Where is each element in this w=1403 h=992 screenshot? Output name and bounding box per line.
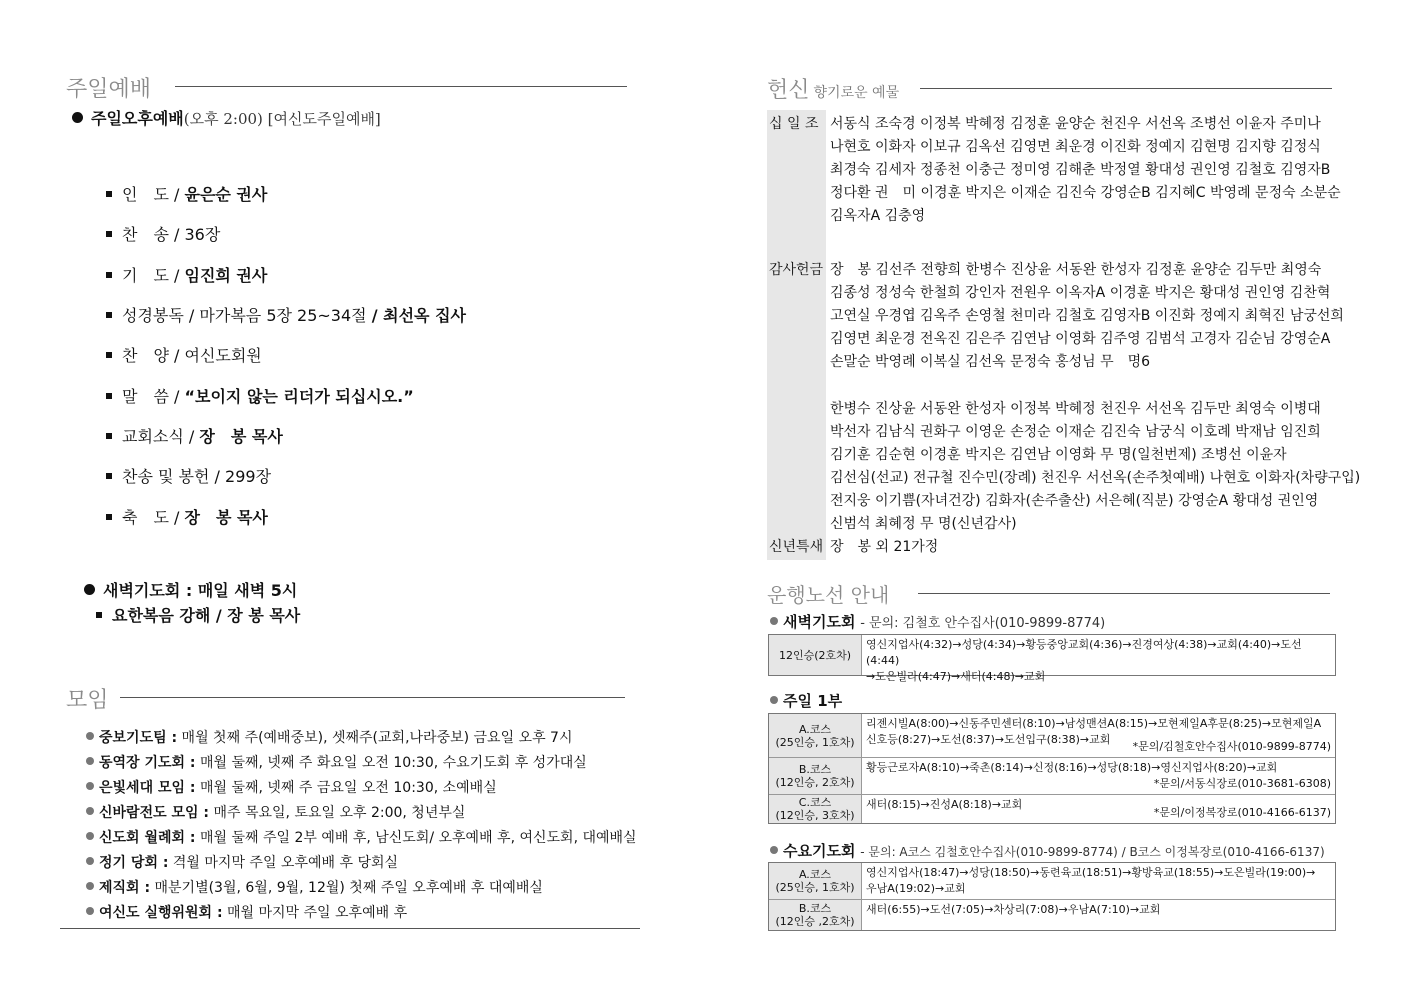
route-stops	[862, 635, 1335, 683]
route-stops	[862, 795, 1335, 823]
order-value: 임진희 권사	[184, 266, 268, 285]
route-course: 12인승(2호차)	[769, 635, 862, 675]
route-contact: *문의/김철호안수집사(010-9899-8774)	[1132, 740, 1331, 753]
worship-title-rule	[175, 86, 627, 87]
order-label: 인 도 /	[122, 185, 180, 204]
route-row	[769, 900, 1335, 930]
meeting-item	[86, 877, 543, 897]
square-bullet-icon	[106, 393, 112, 399]
wed-route-title: 수요기도회	[783, 842, 856, 860]
bullet-icon	[72, 112, 83, 123]
order-value: 마가복음 5장 25~34절	[199, 306, 367, 325]
meeting-desc: 매월 둘째 주일 2부 예배 후, 남신도회/ 오후예배 후, 여신도회, 대예배실	[199, 830, 637, 846]
meeting-desc: 매월 둘째, 넷째 주 금요일 오전 10:30, 소예배실	[199, 780, 497, 796]
dawn-route-header	[770, 611, 1105, 632]
route-row	[769, 714, 1335, 758]
wed-route-header	[770, 840, 1325, 861]
worship-section-title: 주일예배	[66, 77, 152, 102]
thanks-line: 박선자 김남식 권화구 이영운 손정순 이재순 김진숙 남궁식 이호례 박재남 임진희	[830, 424, 1321, 440]
route-course	[769, 714, 862, 757]
bullet-icon	[86, 782, 94, 790]
route-stops	[862, 900, 1335, 930]
order-item	[106, 222, 220, 245]
route-line: 리젠시빌A(8:00)→신동주민센터(8:10)→남성맨션A(8:15)→모현제일A후문(8:25)→모현제일A	[866, 717, 1322, 730]
order-label: 기 도 /	[122, 266, 180, 285]
route-stops	[862, 758, 1335, 794]
route-line: 우남A(19:02)→교회	[866, 882, 966, 895]
dawn-route-table	[768, 634, 1336, 683]
dawn-route-contact: - 문의: 김철호 안수집사(010-9899-8774)	[860, 616, 1106, 631]
square-bullet-icon	[106, 473, 112, 479]
order-item	[106, 303, 466, 326]
tithe-line: 나현호 이화자 이보규 김옥선 김영면 최운경 이진화 정예지 김현명 김지향 김정식	[830, 139, 1321, 155]
route-row	[769, 863, 1335, 900]
thanks-line: 손말순 박영례 이복실 김선옥 문정숙 홍성님 무 명6	[830, 354, 1151, 370]
meeting-desc: 매주 목요일, 토요일 오후 2:00, 청년부실	[213, 805, 466, 821]
bullet-icon	[86, 732, 94, 740]
course-capacity: (25인승, 1호차)	[775, 881, 855, 894]
meeting-name: 은빛세대 모임 :	[99, 780, 196, 796]
order-item	[106, 182, 267, 205]
order-value: 장 봉 목사	[199, 427, 283, 446]
left-bottom-rule	[60, 928, 640, 929]
dawn-route-title: 새벽기도회	[783, 613, 856, 631]
newyear-label: 신년특새	[769, 539, 824, 555]
square-bullet-icon	[106, 231, 112, 237]
meeting-item	[86, 752, 587, 772]
meeting-item	[86, 777, 497, 797]
order-label: 성경봉독 /	[122, 306, 195, 325]
sunday-route-header	[770, 690, 842, 711]
thanks-line: 장 봉 김선주 전향희 한병수 진상윤 서동완 한성자 김정훈 윤양순 김두만 최영숙	[830, 262, 1322, 278]
course-capacity: (12인승 ,2호차)	[775, 915, 855, 928]
order-item	[106, 263, 267, 286]
meeting-desc: 매월 둘째, 넷째 주 화요일 오전 10:30, 수요기도회 후 성가대실	[199, 755, 587, 771]
meeting-section-title: 모임	[66, 688, 109, 713]
dawn-prayer-sub	[96, 603, 300, 626]
service-time: (오후 2:00) [여신도주일예배]	[183, 110, 381, 128]
course-name: A.코스	[798, 722, 832, 736]
meeting-item	[86, 902, 407, 922]
course-capacity: (12인승, 2호차)	[775, 776, 855, 789]
order-value: 여신도회원	[184, 346, 262, 365]
thanks-line: 한병수 진상윤 서동완 한성자 이정복 박혜정 천진우 서선옥 김두만 최영숙 이병대	[830, 401, 1321, 417]
course-name: A.코스	[798, 868, 832, 881]
bullet-icon	[770, 846, 778, 854]
bullet-icon	[86, 807, 94, 815]
bullet-icon	[84, 584, 95, 595]
course-name: C.코스	[798, 796, 832, 809]
order-label: 교회소식 /	[122, 427, 195, 446]
meeting-desc: 매분기별(3월, 6월, 9월, 12월) 첫째 주일 오후예배 후 대예배실	[154, 880, 543, 896]
bullet-icon	[86, 907, 94, 915]
offering-subtitle: 향기로운 예물	[813, 85, 900, 101]
square-bullet-icon	[106, 433, 112, 439]
route-title-rule	[918, 593, 1330, 594]
route-contact: *문의/이정복장로(010-4166-6137)	[1153, 806, 1331, 819]
wed-route-contact: - 문의: A코스 김철호안수집사(010-9899-8774) / B코스 이정복장로(010-4166-6137)	[860, 845, 1325, 859]
course-name: B.코스	[798, 763, 832, 776]
route-section-title: 운행노선 안내	[767, 583, 890, 607]
tithe-line: 최경숙 김세자 정종천 이충근 정미영 김해춘 박정열 황대성 권인영 김철호 김영자B	[830, 162, 1331, 178]
order-value: 36장	[184, 225, 221, 244]
meeting-desc: 매월 첫째 주(예배중보), 셋째주(교회,나라중보) 금요일 오후 7시	[181, 730, 573, 746]
route-row	[769, 758, 1335, 795]
dawn-prayer-text: 새벽기도회 : 매일 새벽 5시	[103, 581, 298, 600]
course-name: B.코스	[798, 902, 832, 915]
order-item	[106, 505, 268, 528]
dawn-prayer-sub-text: 요한복음 강해 / 장 봉 목사	[112, 606, 301, 625]
meeting-item	[86, 852, 398, 872]
route-stops	[862, 714, 1335, 757]
tithe-label: 십 일 조	[769, 116, 819, 132]
meeting-desc: 매월 마지막 주일 오후예배 후	[227, 905, 408, 921]
meeting-name: 중보기도팀 :	[99, 730, 178, 746]
tithe-line: 서동식 조숙경 이정복 박혜정 김정훈 윤양순 천진우 서선옥 조병선 이윤자 주미나	[830, 116, 1321, 132]
route-contact: *문의/서동식장로(010-3681-6308)	[1153, 777, 1331, 790]
order-item	[106, 384, 414, 407]
order-item	[106, 464, 271, 487]
sunday-route-table	[768, 713, 1336, 824]
bullet-icon	[86, 757, 94, 765]
service-name: 주일오후예배	[91, 109, 184, 128]
wed-route-table	[768, 862, 1336, 931]
meeting-desc: 격월 마지막 주일 오후예배 후 당회실	[172, 855, 399, 871]
route-line: 신호등(8:27)→도선(8:37)→도선입구(8:38)→교회	[866, 733, 1111, 746]
offering-label-column	[767, 110, 826, 560]
route-line: 영신지업사(18:47)→성당(18:50)→동련육교(18:51)→황방육교(18:55)→도은빌라(19:00)→	[866, 866, 1316, 879]
route-line: 황등근로자A(8:10)→죽촌(8:14)→신정(8:16)→성당(8:18)→영신지업사(8:20)→교회	[866, 761, 1278, 774]
thanks-line: 전지웅 이기쁨(자녀건강) 김화자(손주출산) 서은혜(직분) 강영순A 황대성 권인영	[830, 493, 1319, 509]
bullet-icon	[770, 617, 778, 625]
thanks-line: 신범석 최혜정 무 명(신년감사)	[830, 516, 1017, 532]
offering-section-title	[767, 73, 899, 104]
square-bullet-icon	[106, 352, 112, 358]
thanks-label: 감사헌금	[769, 262, 824, 278]
course-capacity: (25인승, 1호차)	[775, 735, 855, 749]
order-extra: / 최선옥 집사	[371, 306, 466, 325]
route-line: 새터(6:55)→도선(7:05)→차상리(7:08)→우남A(7:10)→교회	[866, 903, 1161, 916]
route-line: 새터(8:15)→진성A(8:18)→교회	[866, 798, 1023, 811]
thanks-line: 김선심(선교) 전규철 진수민(장례) 천진우 서선옥(손주첫예배) 나현호 이화자(차량구입)	[830, 470, 1361, 486]
meeting-name: 동역장 기도회 :	[99, 755, 196, 771]
square-bullet-icon	[106, 514, 112, 520]
sunday-route-title: 주일 1부	[783, 692, 843, 710]
route-course	[769, 900, 862, 930]
thanks-line: 고연실 우경엽 김옥주 손영철 천미라 김철호 김영자B 이진화 정예지 최혁진 남궁선희	[830, 308, 1344, 324]
route-stops	[862, 863, 1335, 899]
newyear-line: 장 봉 외 21가정	[830, 539, 939, 555]
square-bullet-icon	[106, 191, 112, 197]
sermon-title: “보이지 않는 리더가 되십시오.”	[184, 387, 414, 406]
order-label: 찬송 및 봉헌 /	[122, 467, 220, 486]
bullet-icon	[86, 857, 94, 865]
route-line: →도은빌라(4:47)→새터(4:48)→교회	[866, 670, 1046, 683]
dawn-prayer-title	[84, 578, 297, 601]
meeting-item	[86, 727, 572, 747]
order-label: 찬 송 /	[122, 225, 180, 244]
meeting-item	[86, 827, 637, 847]
course-capacity: (12인승, 3호차)	[775, 809, 855, 822]
order-item	[106, 424, 283, 447]
service-header	[72, 106, 381, 129]
route-row	[769, 795, 1335, 823]
meeting-name: 신바람전도 모임 :	[99, 805, 210, 821]
route-line: 영신지업사(4:32)→성당(4:34)→황등중앙교회(4:36)→진경여상(4:38)→교회(4:40)→도선(4:44)	[866, 638, 1302, 667]
route-row	[769, 635, 1335, 683]
tithe-line: 김옥자A 김충영	[830, 208, 926, 224]
thanks-line: 김영면 최운경 전옥진 김은주 김연남 이영화 김주영 김범석 고경자 김순님 강영순A	[830, 331, 1331, 347]
bullet-icon	[770, 696, 778, 704]
meeting-item	[86, 802, 465, 822]
order-value: 윤은순 권사	[184, 185, 268, 204]
order-label: 축 도 /	[122, 508, 180, 527]
order-value: 299장	[225, 467, 272, 486]
meeting-name: 정기 당회 :	[99, 855, 169, 871]
offering-title: 헌신	[767, 78, 810, 103]
bullet-icon	[86, 882, 94, 890]
order-label: 찬 양 /	[122, 346, 180, 365]
meeting-title-rule	[120, 697, 625, 698]
meeting-name: 신도회 월례회 :	[99, 830, 196, 846]
square-bullet-icon	[106, 272, 112, 278]
route-course	[769, 758, 862, 794]
meeting-name: 여신도 실행위원회 :	[99, 905, 223, 921]
square-bullet-icon	[106, 312, 112, 318]
bullet-icon	[86, 832, 94, 840]
offering-title-rule	[920, 88, 1332, 89]
order-label: 말 씀 /	[122, 387, 180, 406]
tithe-line: 정다환 권 미 이경훈 박지은 이재순 김진숙 강영순B 김지혜C 박영례 문정숙 소분순	[830, 185, 1341, 201]
order-item	[106, 343, 262, 366]
thanks-line: 김종성 정성숙 한철희 강인자 전원우 이옥자A 이경훈 박지은 황대성 권인영 김찬혁	[830, 285, 1331, 301]
order-value: 장 봉 목사	[184, 508, 268, 527]
square-bullet-icon	[96, 612, 102, 618]
route-course	[769, 795, 862, 823]
meeting-name: 제직회 :	[99, 880, 151, 896]
thanks-line: 김기훈 김순현 이경훈 박지은 김연남 이영화 무 명(일천번제) 조병선 이윤자	[830, 447, 1287, 463]
route-course	[769, 863, 862, 899]
